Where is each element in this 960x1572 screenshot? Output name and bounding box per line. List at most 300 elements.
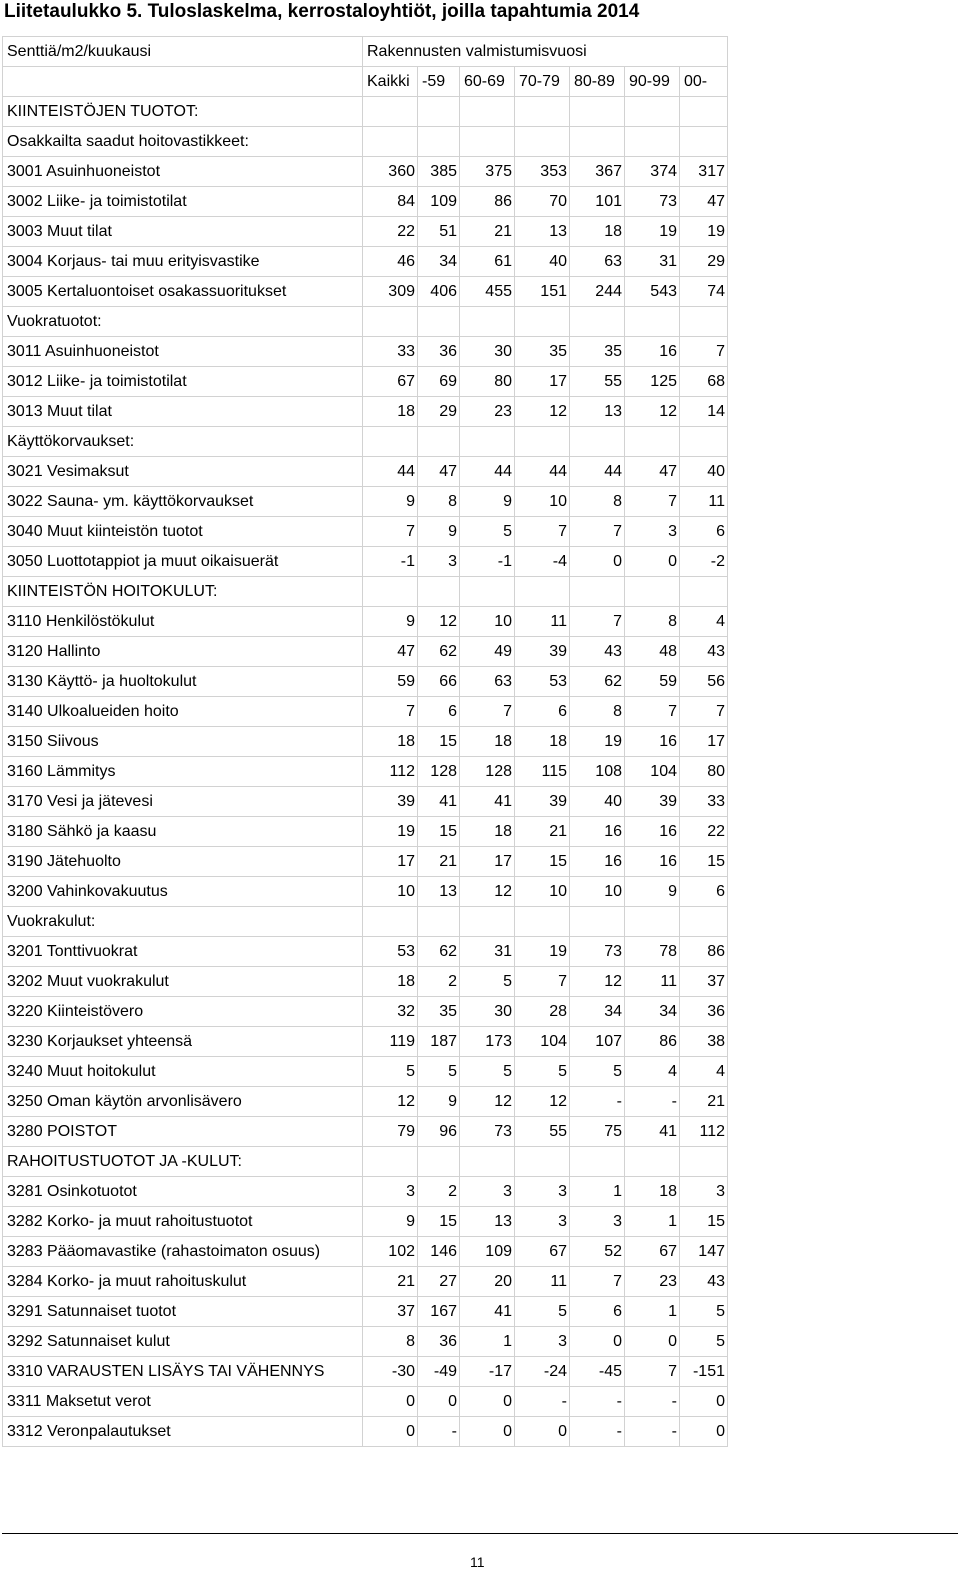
row-label: 3002 Liike- ja toimistotilat bbox=[3, 187, 363, 217]
value-cell: 5 bbox=[515, 1057, 570, 1087]
value-cell bbox=[418, 427, 460, 457]
value-cell bbox=[680, 577, 728, 607]
table-row bbox=[3, 427, 728, 457]
table-row bbox=[3, 1417, 728, 1447]
value-cell: 125 bbox=[625, 367, 680, 397]
table-row bbox=[3, 337, 728, 367]
value-cell: - bbox=[570, 1417, 625, 1447]
value-cell: 21 bbox=[680, 1087, 728, 1117]
value-cell: 23 bbox=[460, 397, 515, 427]
value-cell: 12 bbox=[418, 607, 460, 637]
value-cell: 67 bbox=[363, 367, 418, 397]
value-cell: 13 bbox=[570, 397, 625, 427]
value-cell: 19 bbox=[680, 217, 728, 247]
value-cell: 73 bbox=[460, 1117, 515, 1147]
value-cell: - bbox=[625, 1417, 680, 1447]
row-label: 3110 Henkilöstökulut bbox=[3, 607, 363, 637]
value-cell: 18 bbox=[460, 817, 515, 847]
value-cell: 167 bbox=[418, 1297, 460, 1327]
value-cell: 44 bbox=[515, 457, 570, 487]
value-cell: 128 bbox=[418, 757, 460, 787]
value-cell: 21 bbox=[363, 1267, 418, 1297]
value-cell: 9 bbox=[363, 607, 418, 637]
row-label: 3190 Jätehuolto bbox=[3, 847, 363, 877]
value-cell: 2 bbox=[418, 967, 460, 997]
value-cell: 0 bbox=[625, 547, 680, 577]
value-cell: 9 bbox=[625, 877, 680, 907]
value-cell bbox=[363, 1147, 418, 1177]
value-cell bbox=[680, 127, 728, 157]
table-row bbox=[3, 1087, 728, 1117]
table-row bbox=[3, 97, 728, 127]
table-row bbox=[3, 667, 728, 697]
value-cell: 48 bbox=[625, 637, 680, 667]
value-cell: -45 bbox=[570, 1357, 625, 1387]
header-row-columns bbox=[3, 67, 728, 97]
value-cell bbox=[680, 1147, 728, 1177]
value-cell: 2 bbox=[418, 1177, 460, 1207]
value-cell bbox=[460, 97, 515, 127]
value-cell: 3 bbox=[460, 1177, 515, 1207]
value-cell: 41 bbox=[418, 787, 460, 817]
row-label: Vuokratuotot: bbox=[3, 307, 363, 337]
table-row bbox=[3, 637, 728, 667]
value-cell: 17 bbox=[363, 847, 418, 877]
value-cell: 1 bbox=[625, 1297, 680, 1327]
value-cell: 8 bbox=[625, 607, 680, 637]
value-cell: 33 bbox=[363, 337, 418, 367]
table-row bbox=[3, 1207, 728, 1237]
value-cell: 12 bbox=[515, 1087, 570, 1117]
value-cell: 112 bbox=[680, 1117, 728, 1147]
value-cell: 68 bbox=[680, 367, 728, 397]
value-cell bbox=[515, 307, 570, 337]
value-cell: 15 bbox=[418, 1207, 460, 1237]
value-cell bbox=[625, 577, 680, 607]
value-cell bbox=[570, 307, 625, 337]
value-cell: 41 bbox=[460, 787, 515, 817]
value-cell: 39 bbox=[625, 787, 680, 817]
footer-divider bbox=[2, 1533, 958, 1534]
value-cell: 52 bbox=[570, 1237, 625, 1267]
value-cell: 17 bbox=[515, 367, 570, 397]
value-cell: 4 bbox=[680, 1057, 728, 1087]
value-cell bbox=[625, 907, 680, 937]
table-row bbox=[3, 607, 728, 637]
value-cell: 9 bbox=[460, 487, 515, 517]
table-row bbox=[3, 1327, 728, 1357]
value-cell bbox=[363, 97, 418, 127]
value-cell: 47 bbox=[680, 187, 728, 217]
value-cell: 47 bbox=[625, 457, 680, 487]
value-cell: 7 bbox=[625, 697, 680, 727]
value-cell: - bbox=[570, 1387, 625, 1417]
value-cell: 96 bbox=[418, 1117, 460, 1147]
value-cell: 18 bbox=[515, 727, 570, 757]
value-cell bbox=[515, 427, 570, 457]
value-cell: 62 bbox=[418, 937, 460, 967]
value-cell: 15 bbox=[680, 1207, 728, 1237]
table-row bbox=[3, 187, 728, 217]
value-cell: 6 bbox=[680, 877, 728, 907]
row-label: 3311 Maksetut verot bbox=[3, 1387, 363, 1417]
value-cell: 23 bbox=[625, 1267, 680, 1297]
value-cell: 62 bbox=[418, 637, 460, 667]
value-cell bbox=[625, 127, 680, 157]
value-cell: 21 bbox=[418, 847, 460, 877]
value-cell: 11 bbox=[515, 607, 570, 637]
value-cell: 173 bbox=[460, 1027, 515, 1057]
value-cell: - bbox=[515, 1387, 570, 1417]
value-cell: 62 bbox=[570, 667, 625, 697]
value-cell: 3 bbox=[625, 517, 680, 547]
value-cell bbox=[418, 577, 460, 607]
value-cell: 18 bbox=[625, 1177, 680, 1207]
value-cell bbox=[363, 127, 418, 157]
row-label: 3013 Muut tilat bbox=[3, 397, 363, 427]
value-cell: 0 bbox=[460, 1417, 515, 1447]
value-cell: 147 bbox=[680, 1237, 728, 1267]
value-cell: 115 bbox=[515, 757, 570, 787]
row-label: 3250 Oman käytön arvonlisävero bbox=[3, 1087, 363, 1117]
value-cell: 7 bbox=[625, 487, 680, 517]
value-cell: 75 bbox=[570, 1117, 625, 1147]
value-cell: 41 bbox=[625, 1117, 680, 1147]
value-cell: 34 bbox=[625, 997, 680, 1027]
value-cell: 10 bbox=[460, 607, 515, 637]
value-cell: 9 bbox=[363, 1207, 418, 1237]
value-cell: 8 bbox=[570, 697, 625, 727]
value-cell: 9 bbox=[363, 487, 418, 517]
value-cell: 7 bbox=[363, 517, 418, 547]
table-row bbox=[3, 1117, 728, 1147]
value-cell: 39 bbox=[515, 637, 570, 667]
value-cell: -2 bbox=[680, 547, 728, 577]
row-label: 3240 Muut hoitokulut bbox=[3, 1057, 363, 1087]
value-cell: 16 bbox=[570, 847, 625, 877]
value-cell: 406 bbox=[418, 277, 460, 307]
value-cell: 67 bbox=[515, 1237, 570, 1267]
table-row bbox=[3, 217, 728, 247]
value-cell: 9 bbox=[418, 517, 460, 547]
page-number: 11 bbox=[470, 1554, 485, 1570]
value-cell bbox=[680, 427, 728, 457]
value-cell: 1 bbox=[460, 1327, 515, 1357]
table-row bbox=[3, 727, 728, 757]
empty-header-cell bbox=[3, 67, 363, 97]
table-row bbox=[3, 1297, 728, 1327]
value-cell bbox=[570, 1147, 625, 1177]
row-label: 3120 Hallinto bbox=[3, 637, 363, 667]
value-cell: 66 bbox=[418, 667, 460, 697]
value-cell: 3 bbox=[570, 1207, 625, 1237]
row-label: 3230 Korjaukset yhteensä bbox=[3, 1027, 363, 1057]
value-cell: -1 bbox=[460, 547, 515, 577]
value-cell: 36 bbox=[680, 997, 728, 1027]
value-cell bbox=[418, 307, 460, 337]
value-cell: 367 bbox=[570, 157, 625, 187]
value-cell: 15 bbox=[515, 847, 570, 877]
value-cell: 15 bbox=[418, 727, 460, 757]
value-cell: 47 bbox=[418, 457, 460, 487]
value-cell bbox=[418, 1147, 460, 1177]
value-cell: 104 bbox=[515, 1027, 570, 1057]
value-cell: 74 bbox=[680, 277, 728, 307]
row-label: 3284 Korko- ja muut rahoituskulut bbox=[3, 1267, 363, 1297]
value-cell: 21 bbox=[515, 817, 570, 847]
value-cell: 375 bbox=[460, 157, 515, 187]
value-cell: 10 bbox=[570, 877, 625, 907]
value-cell bbox=[515, 577, 570, 607]
value-cell: 31 bbox=[460, 937, 515, 967]
row-label: 3040 Muut kiinteistön tuotot bbox=[3, 517, 363, 547]
value-cell: 55 bbox=[570, 367, 625, 397]
value-cell: 19 bbox=[515, 937, 570, 967]
table-row bbox=[3, 697, 728, 727]
value-cell: 40 bbox=[570, 787, 625, 817]
value-cell: 67 bbox=[625, 1237, 680, 1267]
value-cell: 4 bbox=[625, 1057, 680, 1087]
value-cell: -1 bbox=[363, 547, 418, 577]
group-header: Rakennusten valmistumisvuosi bbox=[363, 37, 728, 67]
value-cell: 40 bbox=[680, 457, 728, 487]
row-label: 3201 Tonttivuokrat bbox=[3, 937, 363, 967]
value-cell: 7 bbox=[570, 1267, 625, 1297]
value-cell: 78 bbox=[625, 937, 680, 967]
value-cell: 7 bbox=[460, 697, 515, 727]
value-cell: 22 bbox=[363, 217, 418, 247]
value-cell: 34 bbox=[570, 997, 625, 1027]
value-cell bbox=[460, 1147, 515, 1177]
table-row bbox=[3, 577, 728, 607]
value-cell: 119 bbox=[363, 1027, 418, 1057]
table-row bbox=[3, 547, 728, 577]
row-label: 3180 Sähkö ja kaasu bbox=[3, 817, 363, 847]
value-cell: 8 bbox=[570, 487, 625, 517]
value-cell bbox=[515, 1147, 570, 1177]
value-cell: 44 bbox=[460, 457, 515, 487]
value-cell: 3 bbox=[680, 1177, 728, 1207]
income-statement-table bbox=[2, 36, 728, 1447]
value-cell: -151 bbox=[680, 1357, 728, 1387]
value-cell: 5 bbox=[680, 1327, 728, 1357]
table-row bbox=[3, 517, 728, 547]
row-label: KIINTEISTÖN HOITOKULUT: bbox=[3, 577, 363, 607]
value-cell: 13 bbox=[515, 217, 570, 247]
value-cell: 16 bbox=[570, 817, 625, 847]
value-cell: 18 bbox=[570, 217, 625, 247]
value-cell: 43 bbox=[570, 637, 625, 667]
value-cell: 30 bbox=[460, 337, 515, 367]
value-cell: 7 bbox=[515, 967, 570, 997]
row-label: 3292 Satunnaiset kulut bbox=[3, 1327, 363, 1357]
value-cell: 47 bbox=[363, 637, 418, 667]
value-cell: 0 bbox=[570, 547, 625, 577]
row-label: 3130 Käyttö- ja huoltokulut bbox=[3, 667, 363, 697]
value-cell bbox=[418, 907, 460, 937]
value-cell: 3 bbox=[515, 1327, 570, 1357]
value-cell bbox=[363, 907, 418, 937]
value-cell: -30 bbox=[363, 1357, 418, 1387]
value-cell bbox=[570, 97, 625, 127]
value-cell bbox=[460, 127, 515, 157]
value-cell: 39 bbox=[363, 787, 418, 817]
value-cell bbox=[363, 427, 418, 457]
table-row bbox=[3, 397, 728, 427]
value-cell bbox=[460, 907, 515, 937]
value-cell bbox=[418, 127, 460, 157]
value-cell: 15 bbox=[680, 847, 728, 877]
value-cell bbox=[680, 907, 728, 937]
value-cell bbox=[460, 577, 515, 607]
value-cell: - bbox=[418, 1417, 460, 1447]
row-label: 3312 Veronpalautukset bbox=[3, 1417, 363, 1447]
value-cell: 0 bbox=[363, 1387, 418, 1417]
value-cell: 3 bbox=[418, 547, 460, 577]
value-cell: -24 bbox=[515, 1357, 570, 1387]
row-label: Vuokrakulut: bbox=[3, 907, 363, 937]
value-cell: 108 bbox=[570, 757, 625, 787]
value-cell: 0 bbox=[680, 1387, 728, 1417]
value-cell: 104 bbox=[625, 757, 680, 787]
value-cell: 102 bbox=[363, 1237, 418, 1267]
value-cell: 1 bbox=[570, 1177, 625, 1207]
table-row bbox=[3, 127, 728, 157]
value-cell: 53 bbox=[515, 667, 570, 697]
value-cell: 32 bbox=[363, 997, 418, 1027]
value-cell: 29 bbox=[418, 397, 460, 427]
row-label: KIINTEISTÖJEN TUOTOT: bbox=[3, 97, 363, 127]
value-cell: 0 bbox=[460, 1387, 515, 1417]
header-row-group bbox=[3, 37, 728, 67]
value-cell: 6 bbox=[515, 697, 570, 727]
value-cell: 6 bbox=[418, 697, 460, 727]
table-row bbox=[3, 1027, 728, 1057]
page-title: Liitetaulukko 5. Tuloslaskelma, kerrostaloyhtiöt, joilla tapahtumia 2014 bbox=[4, 1, 640, 22]
value-cell: 36 bbox=[418, 1327, 460, 1357]
column-header: Kaikki bbox=[363, 67, 418, 97]
value-cell: 0 bbox=[515, 1417, 570, 1447]
value-cell: 30 bbox=[460, 997, 515, 1027]
row-label: 3202 Muut vuokrakulut bbox=[3, 967, 363, 997]
value-cell: 18 bbox=[460, 727, 515, 757]
value-cell: 244 bbox=[570, 277, 625, 307]
value-cell bbox=[515, 907, 570, 937]
value-cell: 36 bbox=[418, 337, 460, 367]
value-cell: 309 bbox=[363, 277, 418, 307]
value-cell: 107 bbox=[570, 1027, 625, 1057]
value-cell: 63 bbox=[460, 667, 515, 697]
value-cell: 53 bbox=[363, 937, 418, 967]
row-label: 3282 Korko- ja muut rahoitustuotot bbox=[3, 1207, 363, 1237]
value-cell bbox=[625, 1147, 680, 1177]
table-row bbox=[3, 1177, 728, 1207]
value-cell: 4 bbox=[680, 607, 728, 637]
value-cell: 8 bbox=[418, 487, 460, 517]
value-cell: 10 bbox=[363, 877, 418, 907]
value-cell: 13 bbox=[460, 1207, 515, 1237]
value-cell: 20 bbox=[460, 1267, 515, 1297]
column-header: 80-89 bbox=[570, 67, 625, 97]
table-row bbox=[3, 1267, 728, 1297]
value-cell: 56 bbox=[680, 667, 728, 697]
table-row bbox=[3, 367, 728, 397]
value-cell: 44 bbox=[570, 457, 625, 487]
row-label: 3003 Muut tilat bbox=[3, 217, 363, 247]
row-label: 3170 Vesi ja jätevesi bbox=[3, 787, 363, 817]
value-cell: 1 bbox=[625, 1207, 680, 1237]
value-cell: 17 bbox=[460, 847, 515, 877]
value-cell bbox=[460, 307, 515, 337]
value-cell: 7 bbox=[515, 517, 570, 547]
value-cell: 59 bbox=[625, 667, 680, 697]
value-cell: 5 bbox=[460, 517, 515, 547]
value-cell: 5 bbox=[460, 967, 515, 997]
value-cell: 128 bbox=[460, 757, 515, 787]
value-cell: 43 bbox=[680, 1267, 728, 1297]
value-cell: 3 bbox=[515, 1207, 570, 1237]
value-cell: 14 bbox=[680, 397, 728, 427]
table-row bbox=[3, 937, 728, 967]
row-label: 3291 Satunnaiset tuotot bbox=[3, 1297, 363, 1327]
value-cell bbox=[418, 97, 460, 127]
value-cell: 5 bbox=[418, 1057, 460, 1087]
value-cell: 7 bbox=[680, 697, 728, 727]
value-cell: 12 bbox=[460, 1087, 515, 1117]
value-cell: 35 bbox=[570, 337, 625, 367]
value-cell: - bbox=[625, 1387, 680, 1417]
value-cell bbox=[570, 577, 625, 607]
value-cell: 151 bbox=[515, 277, 570, 307]
value-cell: 3 bbox=[515, 1177, 570, 1207]
row-label: 3004 Korjaus- tai muu erityisvastike bbox=[3, 247, 363, 277]
table-row bbox=[3, 247, 728, 277]
row-label: RAHOITUSTUOTOT JA -KULUT: bbox=[3, 1147, 363, 1177]
value-cell: 34 bbox=[418, 247, 460, 277]
value-cell: 7 bbox=[625, 1357, 680, 1387]
value-cell: 84 bbox=[363, 187, 418, 217]
value-cell: 80 bbox=[680, 757, 728, 787]
value-cell: 40 bbox=[515, 247, 570, 277]
value-cell bbox=[363, 577, 418, 607]
value-cell bbox=[570, 427, 625, 457]
table-row bbox=[3, 847, 728, 877]
row-label: 3220 Kiinteistövero bbox=[3, 997, 363, 1027]
table-row bbox=[3, 997, 728, 1027]
value-cell: 6 bbox=[680, 517, 728, 547]
value-cell: 19 bbox=[625, 217, 680, 247]
column-header: 70-79 bbox=[515, 67, 570, 97]
value-cell: 44 bbox=[363, 457, 418, 487]
value-cell: 11 bbox=[680, 487, 728, 517]
value-cell: 16 bbox=[625, 817, 680, 847]
value-cell: 9 bbox=[418, 1087, 460, 1117]
value-cell: 19 bbox=[570, 727, 625, 757]
value-cell: 15 bbox=[418, 817, 460, 847]
value-cell: 33 bbox=[680, 787, 728, 817]
row-label: 3012 Liike- ja toimistotilat bbox=[3, 367, 363, 397]
table-row bbox=[3, 1237, 728, 1267]
value-cell: 374 bbox=[625, 157, 680, 187]
value-cell: 3 bbox=[363, 1177, 418, 1207]
value-cell: 0 bbox=[625, 1327, 680, 1357]
table-row bbox=[3, 457, 728, 487]
table-row bbox=[3, 157, 728, 187]
value-cell: 43 bbox=[680, 637, 728, 667]
unit-label: Senttiä/m2/kuukausi bbox=[3, 37, 363, 67]
value-cell: 11 bbox=[625, 967, 680, 997]
value-cell: 7 bbox=[680, 337, 728, 367]
